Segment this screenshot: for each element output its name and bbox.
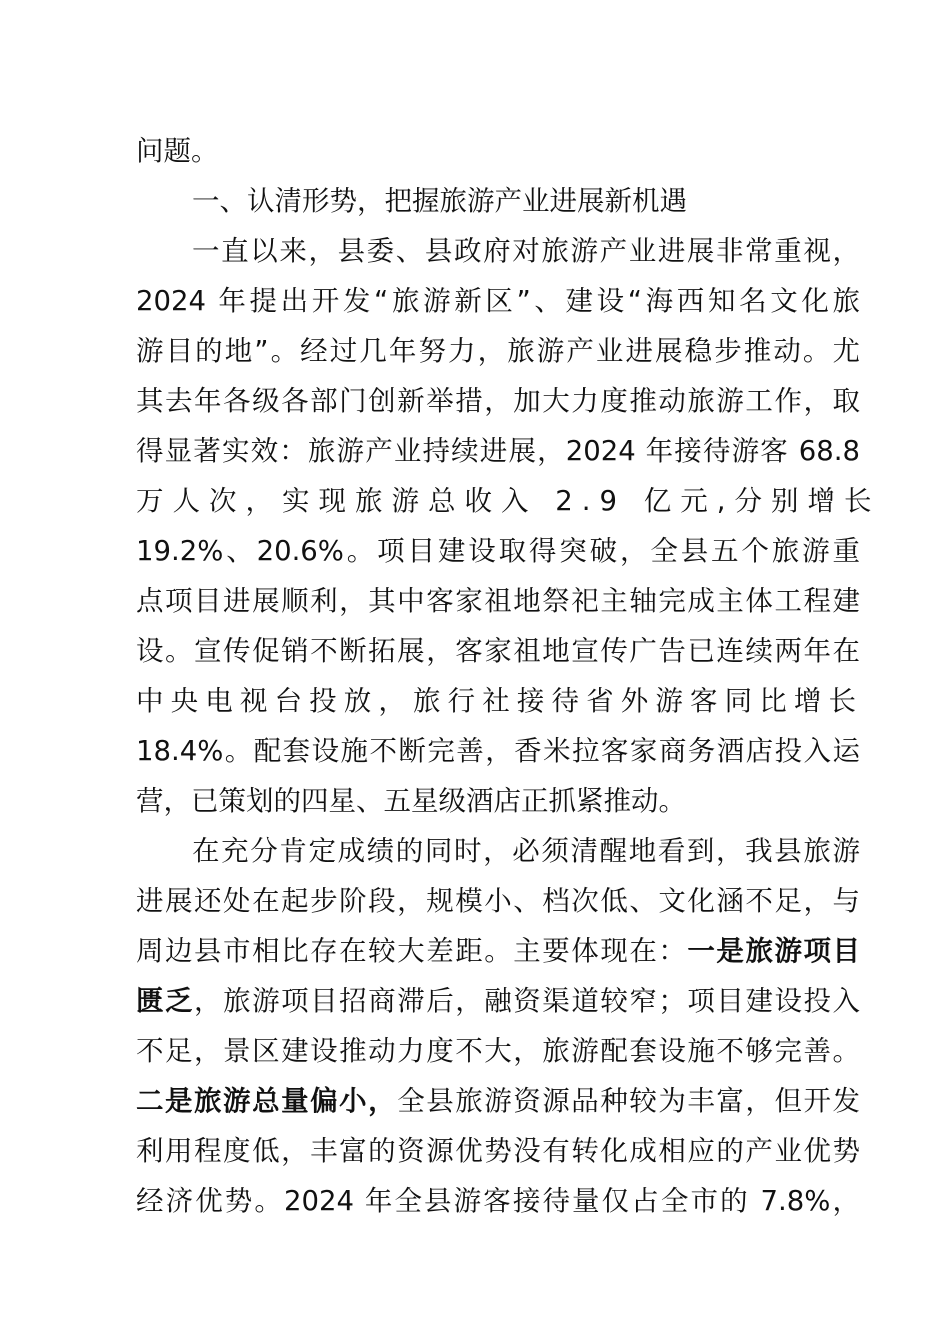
- text-line: 利用程度低，丰富的资源优势没有转化成相应的产业优势: [136, 1135, 860, 1167]
- bold-emphasis: 一是旅游项目: [687, 935, 861, 967]
- text-line: 得显著实效：旅游产业持续进展，2024 年接待游客 68.8: [136, 435, 860, 467]
- bold-emphasis: 匮乏: [136, 985, 195, 1017]
- text-line: 不足，景区建设推动力度不大，旅游配套设施不够完善。: [136, 1035, 860, 1067]
- text-line: 一直以来，县委、县政府对旅游产业进展非常重视，: [192, 235, 860, 267]
- text-line: 点项目进展顺利，其中客家祖地祭祀主轴完成主体工程建: [136, 585, 860, 617]
- text-line: 营，已策划的四星、五星级酒店正抓紧推动。: [136, 785, 686, 817]
- text-line: 中央电视台投放，旅行社接待省外游客同比增长: [136, 685, 860, 717]
- text-line: 经济优势。2024 年全县游客接待量仅占全市的 7.8%，: [136, 1185, 860, 1217]
- section-heading: 一、认清形势，把握旅游产业进展新机遇: [192, 185, 687, 217]
- text-line: 二是旅游总量偏小，全县旅游资源品种较为丰富，但开发: [136, 1085, 860, 1117]
- text-line: 在充分肯定成绩的同时，必须清醒地看到，我县旅游: [192, 835, 860, 867]
- text-line: 19.2%、20.6%。项目建设取得突破，全县五个旅游重: [136, 535, 860, 567]
- text-line: 游目的地”。经过几年努力，旅游产业进展稳步推动。尤: [136, 335, 860, 367]
- text-line: 18.4%。配套设施不断完善，香米拉客家商务酒店投入运: [136, 735, 860, 767]
- text-line: 匮乏，旅游项目招商滞后，融资渠道较窄；项目建设投入: [136, 985, 861, 1017]
- text-line: 2024 年提出开发“旅游新区”、建设“海西知名文化旅: [136, 285, 860, 317]
- text-line: 设。宣传促销不断拓展，客家祖地宣传广告已连续两年在: [136, 635, 860, 667]
- bold-emphasis: 二是旅游总量偏小，: [136, 1085, 398, 1117]
- text-line: 万人次，实现旅游总收入 2.9 亿元,分别增长: [136, 485, 881, 517]
- text-line: 周边县市相比存在较大差距。主要体现在：一是旅游项目: [136, 935, 861, 967]
- text-line: 其去年各级各部门创新举措，加大力度推动旅游工作，取: [136, 385, 860, 417]
- text-line: 问题。: [136, 135, 219, 167]
- text-line: 进展还处在起步阶段，规模小、档次低、文化涵不足，与: [136, 885, 860, 917]
